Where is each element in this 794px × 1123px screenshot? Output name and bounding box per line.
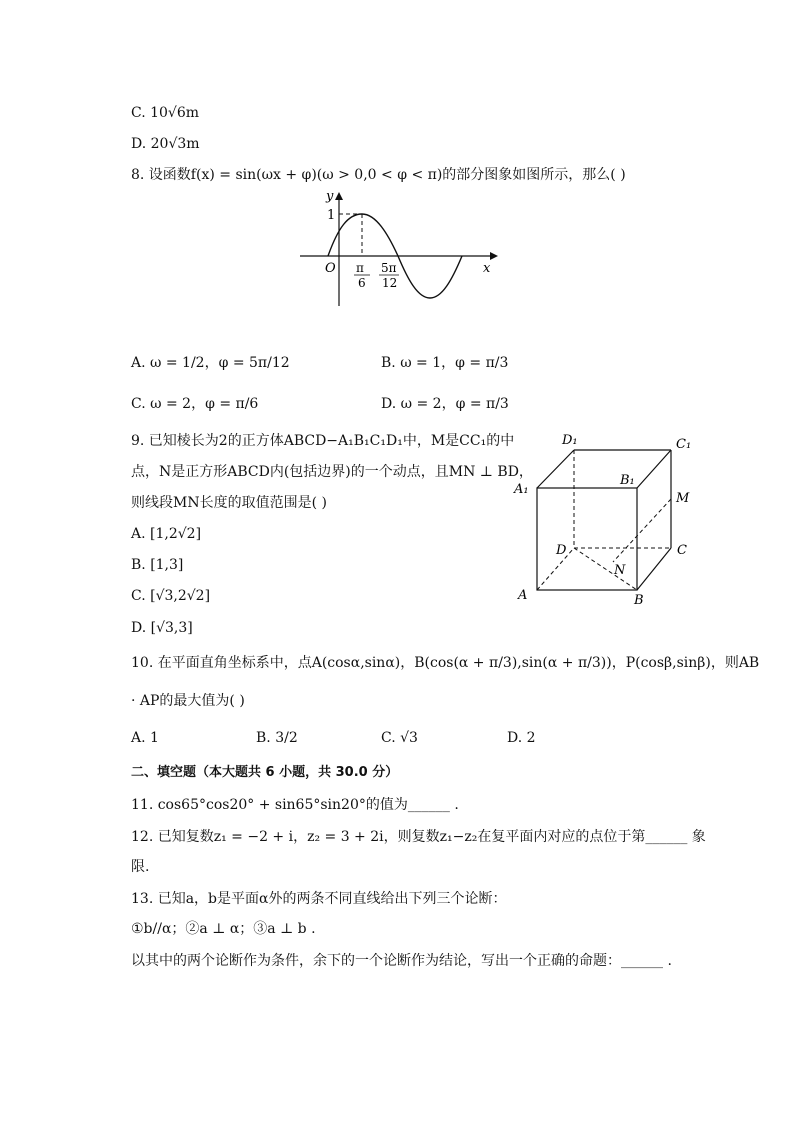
q10-line-1: 10. 在平面直角坐标系中，点A(cosα,sinα)，B(cos(α + π/3),sin(α + π/3))，P(cosβ,sinβ)，则AB [131,655,760,671]
q9-line-2: 点，N是正方形ABCD内(包括边界)的一个动点，且MN ⊥ BD， [131,464,533,480]
graph-x-label: x [483,261,491,276]
q12-line-2: 限. [131,859,150,875]
cube-label-c: C [677,543,687,558]
q9-cube-figure [510,430,700,610]
q10-option-c: C. √3 [381,730,418,746]
cube-label-d1: D₁ [562,433,578,448]
q9-option-c: C. [√3,2√2] [131,588,211,604]
graph-y-label: y [326,189,334,204]
q12-line-1: 12. 已知复数z₁ = −2 + i，z₂ = 3 + 2i，则复数z₁−z₂在复平面内对应的点位于第______ 象 [131,829,706,845]
cube-label-a: A [518,588,528,603]
q8-option-b: B. ω = 1，φ = π/3 [381,355,509,371]
section-2-title: 二、填空题（本大题共 6 小题，共 30.0 分） [131,765,399,780]
graph-tick1-den: 6 [358,276,366,290]
cube-label-n: N [614,563,626,578]
q8-stem: 8. 设函数f(x) = sin(ωx + φ)(ω > 0,0 < φ < π)的部分图象如图所示，那么( ) [131,167,626,183]
cube-label-d: D [556,543,567,558]
cube-label-m: M [676,491,690,506]
q9-line-3: 则线段MN长度的取值范围是( ) [131,495,327,511]
q8-option-c: C. ω = 2，φ = π/6 [131,396,259,412]
q9-option-b: B. [1,3] [131,557,184,573]
cube-label-c1: C₁ [676,437,692,452]
q8-option-d: D. ω = 2，φ = π/3 [381,396,509,412]
q10-option-b: B. 3/2 [256,730,298,746]
cube-label-b: B [634,593,644,608]
graph-tick2-den: 12 [382,276,398,290]
graph-origin-label: O [325,261,336,276]
q10-line-2: · AP的最大值为( ) [131,693,245,709]
q13-line-2: ①b//α；②a ⊥ α；③a ⊥ b . [131,921,316,937]
graph-tick1-num: π [356,261,364,275]
graph-y-tick-1: 1 [327,208,336,223]
graph-tick2-num: 5π [381,261,397,275]
q13-line-1: 13. 已知a，b是平面α外的两条不同直线给出下列三个论断： [131,891,507,907]
q10-option-d: D. 2 [507,730,536,746]
cube-label-b1: B₁ [620,473,635,488]
q7-option-c: C. 10√6m [131,105,200,121]
q7-option-d: D. 20√3m [131,136,200,152]
q9-line-1: 9. 已知棱长为2的正方体ABCD−A₁B₁C₁D₁中，M是CC₁的中 [131,433,515,449]
q9-option-d: D. [√3,3] [131,620,193,636]
cube-label-a1: A₁ [514,482,529,497]
q8-option-a: A. ω = 1/2，φ = 5π/12 [131,355,290,371]
q8-sine-graph [290,186,510,326]
q11-text: 11. cos65°cos20° + sin65°sin20°的值为______ . [131,797,459,813]
q10-option-a: A. 1 [131,730,159,746]
q13-line-3: 以其中的两个论断作为条件，余下的一个论断作为结论，写出一个正确的命题：______ . [131,953,672,969]
q9-option-a: A. [1,2√2] [131,526,202,542]
